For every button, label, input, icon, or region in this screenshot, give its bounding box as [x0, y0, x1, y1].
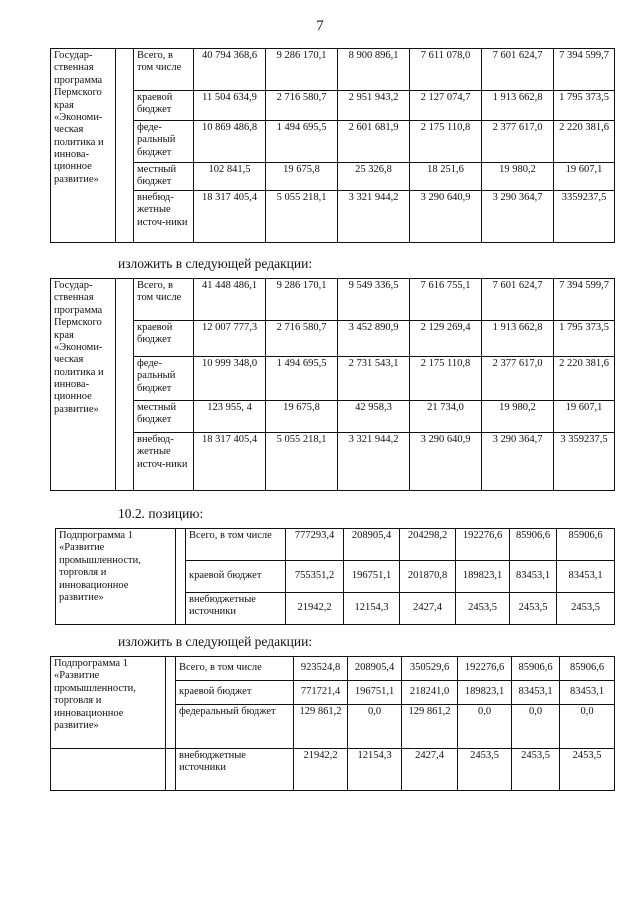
value-cell: 0,0: [560, 705, 615, 749]
value-cell: 189823,1: [456, 561, 510, 593]
value-cell: 7 394 599,7: [554, 279, 615, 321]
value-cell: 2 129 269,4: [410, 321, 482, 357]
value-cell: 3 290 640,9: [410, 191, 482, 243]
blank-column: [116, 279, 134, 491]
value-cell: 12154,3: [348, 749, 402, 791]
value-cell: 3 321 944,2: [338, 191, 410, 243]
value-cell: 83453,1: [512, 681, 560, 705]
value-cell: 3 290 640,9: [410, 433, 482, 491]
row-label: Всего, в том числе: [134, 279, 194, 321]
value-cell: 2 175 110,8: [410, 121, 482, 163]
value-cell: 3 290 364,7: [482, 433, 554, 491]
value-cell: 83453,1: [510, 561, 557, 593]
value-cell: 192276,6: [456, 529, 510, 561]
row-label: внебюджетные источники: [176, 749, 294, 791]
value-cell: 2 951 943,2: [338, 91, 410, 121]
value-cell: 923524,8: [294, 657, 348, 681]
value-cell: 7 394 599,7: [554, 49, 615, 91]
value-cell: 5 055 218,1: [266, 433, 338, 491]
value-cell: 201870,8: [400, 561, 456, 593]
blank-cell: [51, 749, 166, 791]
row-label: местный бюджет: [134, 401, 194, 433]
row-label: Всего, в том числе: [186, 529, 286, 561]
instruction-caption: изложить в следующей редакции:: [118, 256, 313, 271]
value-cell: 208905,4: [348, 657, 402, 681]
value-cell: 3 290 364,7: [482, 191, 554, 243]
value-cell: 18 317 405,4: [194, 433, 266, 491]
value-cell: 189823,1: [458, 681, 512, 705]
blank-column: [166, 749, 176, 791]
value-cell: 2453,5: [557, 593, 615, 625]
value-cell: 3 321 944,2: [338, 433, 410, 491]
value-cell: 0,0: [458, 705, 512, 749]
value-cell: 11 504 634,9: [194, 91, 266, 121]
value-cell: 19 675,8: [266, 401, 338, 433]
value-cell: 19 980,2: [482, 163, 554, 191]
value-cell: 2 731 543,1: [338, 357, 410, 401]
value-cell: 350529,6: [402, 657, 458, 681]
value-cell: 19 980,2: [482, 401, 554, 433]
value-cell: 7 611 078,0: [410, 49, 482, 91]
value-cell: 10 999 348,0: [194, 357, 266, 401]
value-cell: 2427,4: [400, 593, 456, 625]
value-cell: 208905,4: [344, 529, 400, 561]
value-cell: 1 494 695,5: [266, 121, 338, 163]
value-cell: 85906,6: [512, 657, 560, 681]
value-cell: 7 601 624,7: [482, 279, 554, 321]
value-cell: 21 734,0: [410, 401, 482, 433]
value-cell: 7 616 755,1: [410, 279, 482, 321]
value-cell: 0,0: [512, 705, 560, 749]
value-cell: 192276,6: [458, 657, 512, 681]
row-label: внебюд-жетные источ-ники: [134, 433, 194, 491]
row-label: краевой бюджет: [134, 91, 194, 121]
value-cell: 3359237,5: [554, 191, 615, 243]
value-cell: 85906,6: [510, 529, 557, 561]
value-cell: 2 220 381,6: [554, 357, 615, 401]
value-cell: 2 377 617,0: [482, 357, 554, 401]
row-label: краевой бюджет: [176, 681, 294, 705]
value-cell: 42 958,3: [338, 401, 410, 433]
instruction-caption: изложить в следующей редакции:: [118, 634, 313, 649]
value-cell: 755351,2: [286, 561, 344, 593]
value-cell: 12154,3: [344, 593, 400, 625]
value-cell: 2 716 580,7: [266, 321, 338, 357]
value-cell: 21942,2: [286, 593, 344, 625]
value-cell: 2 601 681,9: [338, 121, 410, 163]
row-label: внебюджетные источники: [186, 593, 286, 625]
value-cell: 85906,6: [560, 657, 615, 681]
subprogram-table-revised: [50, 656, 615, 791]
row-label: федеральный бюджет: [176, 705, 294, 749]
value-cell: 102 841,5: [194, 163, 266, 191]
value-cell: 1 494 695,5: [266, 357, 338, 401]
value-cell: 2 716 580,7: [266, 91, 338, 121]
value-cell: 2453,5: [456, 593, 510, 625]
value-cell: 771721,4: [294, 681, 348, 705]
budget-table-original: [50, 48, 615, 243]
value-cell: 129 861,2: [402, 705, 458, 749]
value-cell: 41 448 486,1: [194, 279, 266, 321]
row-label: местный бюджет: [134, 163, 194, 191]
value-cell: 129 861,2: [294, 705, 348, 749]
value-cell: 9 549 336,5: [338, 279, 410, 321]
value-cell: 204298,2: [400, 529, 456, 561]
value-cell: 10 869 486,8: [194, 121, 266, 163]
value-cell: 1 913 662,8: [482, 321, 554, 357]
value-cell: 2453,5: [512, 749, 560, 791]
value-cell: 3 359237,5: [554, 433, 615, 491]
value-cell: 3 452 890,9: [338, 321, 410, 357]
value-cell: 777293,4: [286, 529, 344, 561]
subprogram-name-cell: Подпрограмма 1 «Развитие промышленности, торговля и инновационное развитие»: [51, 657, 166, 749]
program-name-cell: Государ-ственная программа Пермского края «Экономи-ческая политика и иннова-ционное развитие»: [51, 279, 116, 491]
row-label: внебюд-жетные источ-ники: [134, 191, 194, 243]
value-cell: 9 286 170,1: [266, 279, 338, 321]
value-cell: 21942,2: [294, 749, 348, 791]
value-cell: 9 286 170,1: [266, 49, 338, 91]
blank-column: [116, 49, 134, 243]
row-label: Всего, в том числе: [176, 657, 294, 681]
subprogram-table-original: [55, 528, 615, 625]
value-cell: 2 127 074,7: [410, 91, 482, 121]
blank-column: [166, 657, 176, 749]
value-cell: 85906,6: [557, 529, 615, 561]
value-cell: 12 007 777,3: [194, 321, 266, 357]
value-cell: 83453,1: [557, 561, 615, 593]
value-cell: 196751,1: [348, 681, 402, 705]
value-cell: 1 913 662,8: [482, 91, 554, 121]
subprogram-name-cell: Подпрограмма 1 «Развитие промышленности, торговля и инновационное развитие»: [56, 529, 176, 625]
value-cell: 40 794 368,6: [194, 49, 266, 91]
value-cell: 2427,4: [402, 749, 458, 791]
blank-column: [176, 529, 186, 625]
value-cell: 2453,5: [458, 749, 512, 791]
value-cell: 7 601 624,7: [482, 49, 554, 91]
value-cell: 5 055 218,1: [266, 191, 338, 243]
row-label: краевой бюджет: [186, 561, 286, 593]
value-cell: 19 607,1: [554, 163, 615, 191]
value-cell: 8 900 896,1: [338, 49, 410, 91]
program-name-cell: Государ-ственная программа Пермского края «Экономи-ческая политика и иннова-ционное развитие»: [51, 49, 116, 243]
value-cell: 18 251,6: [410, 163, 482, 191]
value-cell: 218241,0: [402, 681, 458, 705]
value-cell: 2453,5: [560, 749, 615, 791]
value-cell: 0,0: [348, 705, 402, 749]
value-cell: 196751,1: [344, 561, 400, 593]
row-label: феде-ральный бюджет: [134, 357, 194, 401]
value-cell: 123 955, 4: [194, 401, 266, 433]
value-cell: 1 795 373,5: [554, 91, 615, 121]
section-caption: 10.2. позицию:: [118, 506, 204, 521]
value-cell: 1 795 373,5: [554, 321, 615, 357]
value-cell: 2 175 110,8: [410, 357, 482, 401]
value-cell: 2453,5: [510, 593, 557, 625]
value-cell: 18 317 405,4: [194, 191, 266, 243]
value-cell: 2 377 617,0: [482, 121, 554, 163]
budget-table-revised: [50, 278, 615, 491]
row-label: краевой бюджет: [134, 321, 194, 357]
value-cell: 2 220 381,6: [554, 121, 615, 163]
value-cell: 19 607,1: [554, 401, 615, 433]
value-cell: 83453,1: [560, 681, 615, 705]
row-label: Всего, в том числе: [134, 49, 194, 91]
row-label: феде-ральный бюджет: [134, 121, 194, 163]
value-cell: 19 675,8: [266, 163, 338, 191]
page-number: 7: [316, 18, 324, 34]
value-cell: 25 326,8: [338, 163, 410, 191]
